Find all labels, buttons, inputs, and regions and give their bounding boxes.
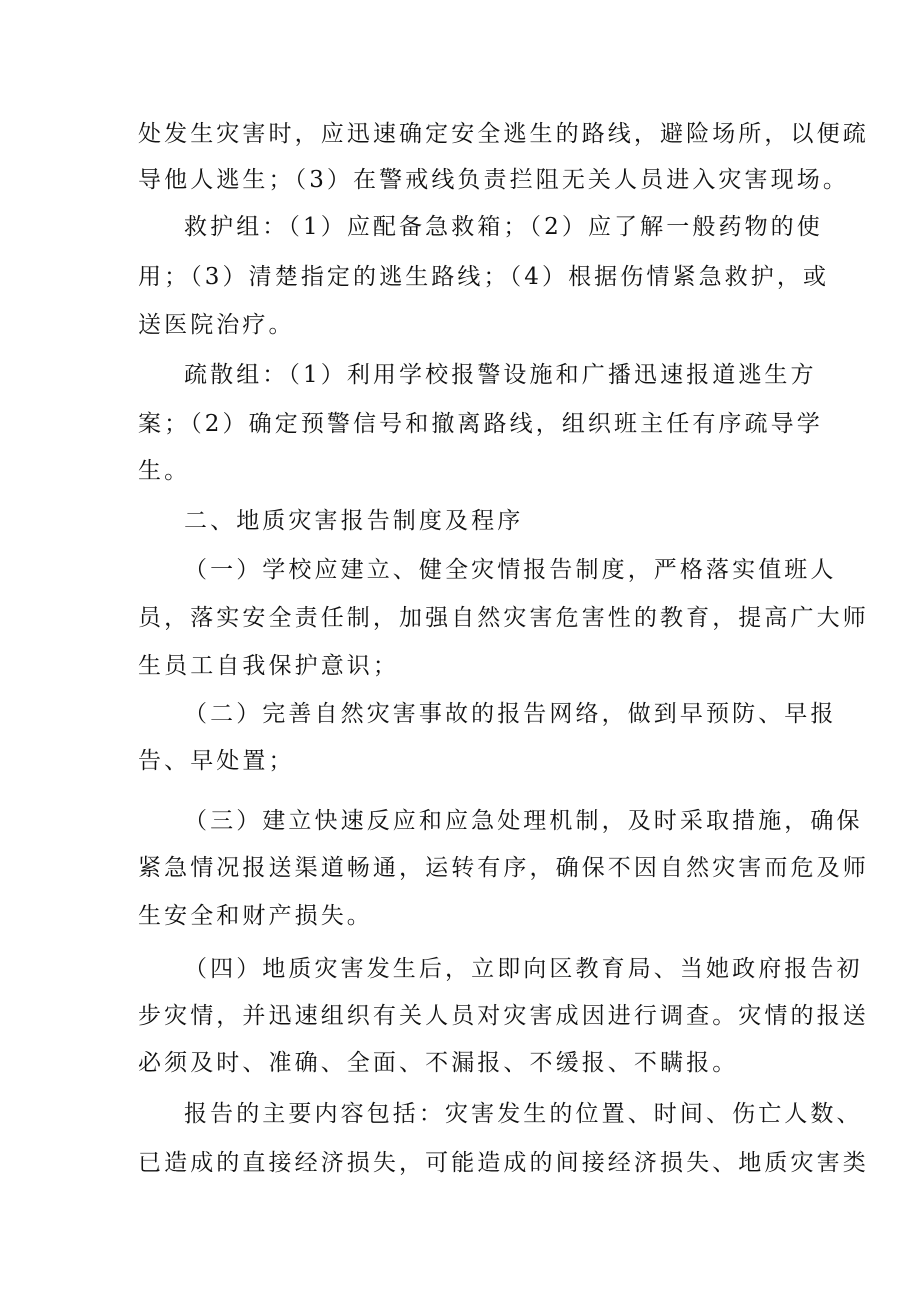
- paragraph-line: 生。: [138, 458, 191, 484]
- paragraph-line: 步灾情，并迅速组织有关人员对灾害成因进行调查。灾情的报送: [138, 1003, 869, 1029]
- paragraph-line: 疏散组：（1）利用学校报警设施和广播迅速报道逃生方: [184, 362, 817, 388]
- paragraph-line: （二）完善自然灾害事故的报告网络，做到早预防、早报: [184, 701, 837, 727]
- paragraph-line: 报告的主要内容包括：灾害发生的位置、时间、伤亡人数、: [184, 1101, 863, 1127]
- paragraph-line: 紧急情况报送渠道畅通，运转有序，确保不因自然灾害而危及师: [138, 855, 869, 881]
- paragraph-line: 救护组：（1）应配备急救箱；（2）应了解一般药物的使: [184, 214, 823, 240]
- paragraph-line: 告、早处置；: [138, 748, 295, 774]
- paragraph-line: 员，落实安全责任制，加强自然灾害危害性的教育，提高广大师: [138, 605, 869, 631]
- paragraph-line: 生安全和财产损失。: [138, 903, 373, 929]
- paragraph-line: （三）建立快速反应和应急处理机制，及时采取措施，确保: [184, 808, 863, 834]
- paragraph-line: 必须及时、准确、全面、不漏报、不缓报、不瞒报。: [138, 1050, 739, 1076]
- paragraph-line: 送医院治疗。: [138, 312, 295, 338]
- paragraph-line: 生员工自我保护意识；: [138, 653, 399, 679]
- paragraph-line: 案；（2）确定预警信号和撤离路线，组织班主任有序疏导学: [138, 411, 823, 437]
- paragraph-line: （一）学校应建立、健全灾情报告制度，严格落实值班人: [184, 557, 837, 583]
- section-heading: 二、地质灾害报告制度及程序: [184, 508, 524, 534]
- paragraph-line: 用；（3）清楚指定的逃生路线；（4）根据伤情紧急救护，或: [138, 264, 830, 290]
- paragraph-line: 导他人逃生；（3）在警戒线负责拦阻无关人员进入灾害现场。: [138, 167, 849, 193]
- paragraph-line: （四）地质灾害发生后，立即向区教育局、当她政府报告初: [184, 956, 863, 982]
- paragraph-line: 处发生灾害时，应迅速确定安全逃生的路线，避险场所，以便疏: [138, 121, 869, 147]
- paragraph-line: 已造成的直接经济损失，可能造成的间接经济损失、地质灾害类: [138, 1150, 869, 1176]
